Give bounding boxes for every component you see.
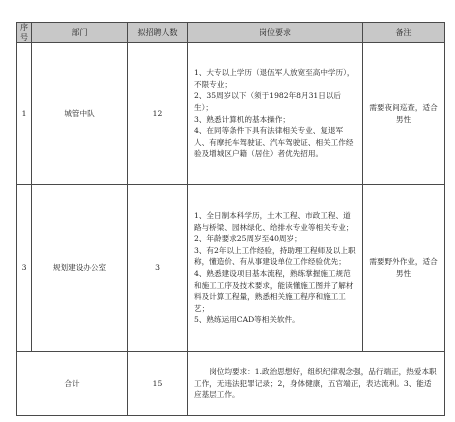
table-header-row [17, 23, 445, 43]
row-count: 3 [128, 185, 188, 352]
requirement-line: 2、年龄要求25周岁至40周岁； [194, 234, 302, 244]
table-row [17, 185, 445, 352]
total-count: 15 [128, 352, 188, 416]
row-seq: 1 [17, 43, 32, 185]
row-requirements [188, 185, 363, 352]
table-row [17, 43, 445, 185]
total-row [17, 352, 445, 416]
requirement-line: 4、熟悉建设项目基本流程，熟练掌握施工规范和施工工序及技术要求，能读懂施工图并了解材料及计算工程量，熟悉相关施工程序和施工工艺； [194, 269, 354, 313]
row-note: 需要野外作业，适合男性 [363, 185, 445, 352]
requirement-line: 2、35周岁以下（须于1982年8月31日以后生）； [194, 91, 342, 112]
row-note: 需要夜间巡查，适合男性 [363, 43, 445, 185]
row-count: 12 [128, 43, 188, 185]
requirement-line: 1、大专以上学历（退伍军人放宽至高中学历），不限专业； [194, 68, 355, 89]
row-seq: 3 [17, 185, 32, 352]
total-label: 合计 [17, 352, 128, 416]
header-seq: 序号 [17, 23, 32, 43]
requirement-line: 4、在同等条件下具有法律相关专业、复退军人、有摩托车驾驶证、汽车驾驶证、相关工作经验及增城区户籍（居住）者优先招用。 [194, 126, 354, 159]
header-count: 拟招聘人数 [128, 23, 188, 43]
requirement-line: 3、有2年以上工作经验，持助理工程师及以上职称，懂造价、有从事建设单位工作经验优先； [194, 245, 356, 267]
requirement-line: 1、全日制本科学历，土木工程、市政工程、道路与桥梁、园林绿化、给排水专业等相关专业； [194, 211, 354, 232]
row-dept: 规划建设办公室 [32, 185, 128, 352]
header-requirements: 岗位要求 [188, 23, 363, 43]
row-dept: 城管中队 [32, 43, 128, 185]
requirement-line: 5、熟练运用CAD等相关软件。 [194, 315, 300, 325]
requirement-line: 3、熟悉计算机的基本操作； [194, 114, 290, 124]
header-dept: 部门 [32, 23, 128, 43]
recruitment-table [16, 22, 445, 416]
header-note: 备注 [363, 23, 445, 43]
row-requirements [188, 43, 363, 185]
total-requirements: 岗位均要求：1.政治思想好，组织纪律观念强，品行端正，热爱本职工作，无违法犯罪记录；2，身体健康，五官端正，表达流利。3、能适应基层工作。 [188, 352, 445, 416]
